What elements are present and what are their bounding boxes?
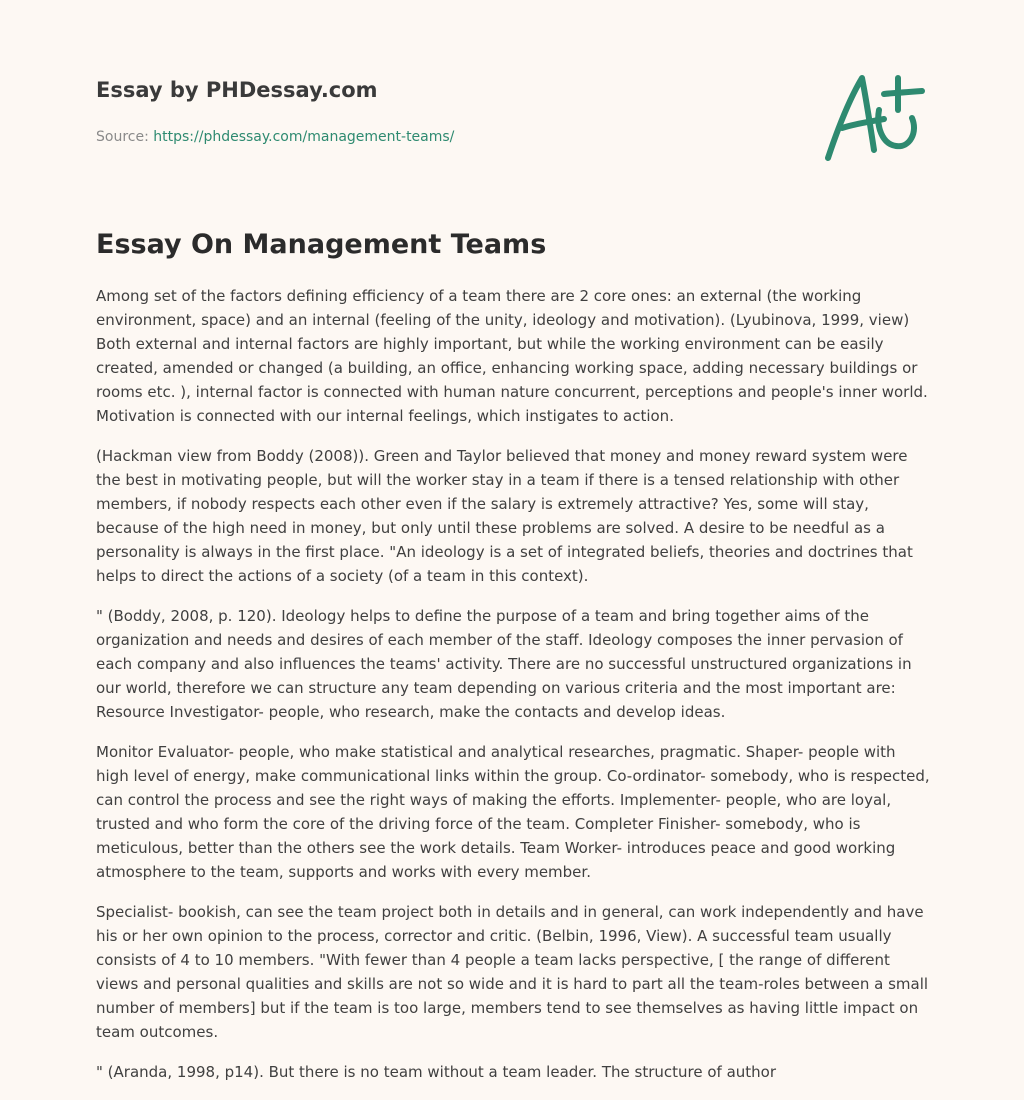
essay-body — [96, 284, 932, 1100]
a-plus-grade-icon — [818, 66, 928, 166]
essay-header — [96, 76, 696, 147]
essay-paragraph: Monitor Evaluator- people, who make statistical and analytical researches, pragmatic. Shaper- people with high level of energy, make communicational links within the group. Co-ordinator- somebody, who is respected, can control the process and see the right ways of making the efforts. Implementer- people, who are loyal, trusted and who form the core of the driving force of the team. Completer Finisher- somebody, who is meticulous, better than the others see the work details. Team Worker- introduces peace and good working atmosphere to the team, supports and works with every member. — [96, 743, 930, 881]
source-line — [96, 127, 696, 147]
essay-paragraph: Specialist- bookish, can see the team project both in details and in general, can work independently and have his or her own opinion to the process, corrector and critic. (Belbin, 1996, View). A successful team usually consists of 4 to 10 members. "With fewer than 4 people a team lacks perspective, [ the range of different views and personal qualities and skills are not so wide and it is hard to part all the team-roles between a small number of members] but if the team is too large, members tend to see themselves as having little impact on team outcomes. — [96, 903, 929, 1041]
source-link[interactable]: https://phdessay.com/management-teams/ — [153, 129, 455, 145]
essay-title: Essay On Management Teams — [96, 229, 547, 260]
essay-paragraph: " (Aranda, 1998, p14). But there is no team without a team leader. The structure of author — [96, 1063, 777, 1081]
essay-paragraph: (Hackman view from Boddy (2008)). Green and Taylor believed that money and money reward system were the best in motivating people, but will the worker stay in a team if there is a tensed relationship with other members, if nobody respects each other even if the salary is extremely attractive? Yes, some will stay, because of the high need in money, but only until these problems are solved. A desire to be needful as a personality is always in the first place. "An ideology is a set of integrated beliefs, theories and doctrines that helps to direct the actions of a society (of a team in this context). — [96, 447, 913, 585]
source-label: Source: — [96, 129, 154, 145]
site-brand: Essay by PHDessay.com — [96, 78, 378, 102]
essay-paragraph: " (Boddy, 2008, p. 120). Ideology helps to define the purpose of a team and bring together aims of the organization and needs and desires of each member of the staff. Ideology composes the inner pervasion of each company and also influences the teams' activity. There are no successful unstructured organizations in our world, therefore we can structure any team depending on various criteria and the most important are: Resource Investigator- people, who research, make the contacts and develop ideas. — [96, 607, 912, 721]
essay-paragraph: Among set of the factors defining efficiency of a team there are 2 core ones: an external (the working environment, space) and an internal (feeling of the unity, ideology and motivation). (Lyubinova, 1999, view) Both external and internal factors are highly important, but while the working environment can be easily created, amended or changed (a building, an office, enhancing working space, adding necessary buildings or rooms etc. ), internal factor is connected with human nature concurrent, perceptions and people's inner world. Motivation is connected with our internal feelings, which instigates to action. — [96, 287, 928, 425]
